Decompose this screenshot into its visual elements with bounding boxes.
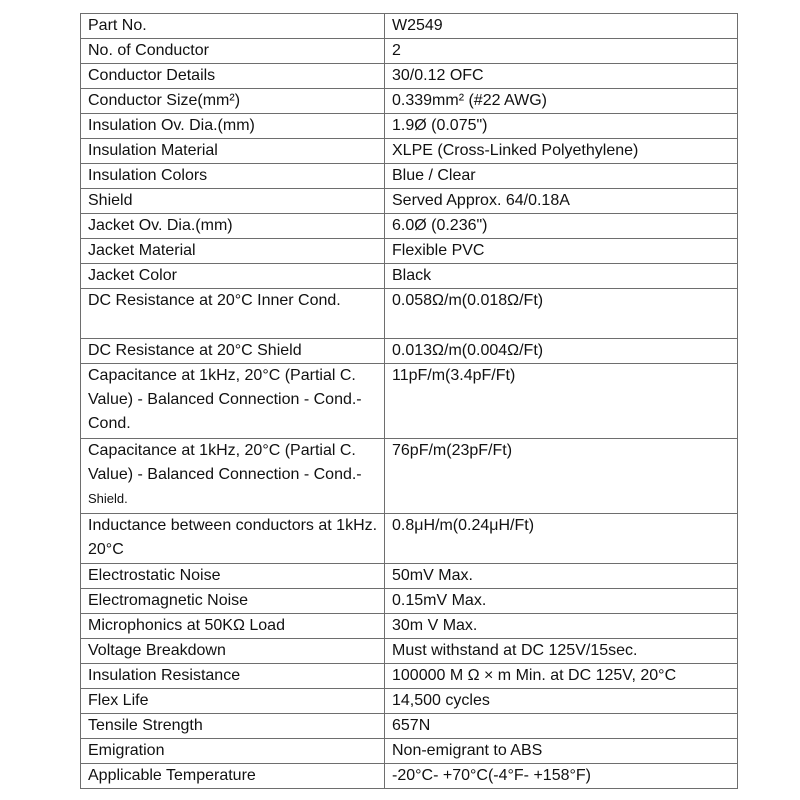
spec-value: 14,500 cycles [385, 689, 738, 714]
spec-row-electrostatic-noise [81, 564, 738, 589]
spec-value: 1.9Ø (0.075") [385, 114, 738, 139]
spec-row-insulation-resistance [81, 664, 738, 689]
spec-label: Capacitance at 1kHz, 20°C (Partial C. Value) - Balanced Connection - Cond.- [88, 442, 362, 483]
spec-row-conductor-details [81, 64, 738, 89]
spec-value: 50mV Max. [385, 564, 738, 589]
spec-value: 2 [385, 39, 738, 64]
spec-value: Served Approx. 64/0.18A [385, 189, 738, 214]
spec-value: -20°C- +70°C(-4°F- +158°F) [385, 764, 738, 789]
spec-row-capacitance-cond-shield [81, 439, 738, 514]
spec-label: Tensile Strength [81, 714, 385, 739]
spec-label: Emigration [81, 739, 385, 764]
spec-row-dc-resistance-inner [81, 289, 738, 339]
spec-row-microphonics [81, 614, 738, 639]
spec-row-inductance [81, 514, 738, 564]
spec-label: Voltage Breakdown [81, 639, 385, 664]
spec-label: Inductance between conductors at 1kHz. 20°C [81, 514, 385, 564]
spec-row-insulation-material [81, 139, 738, 164]
spec-row-part-no [81, 14, 738, 39]
spec-label: Conductor Details [81, 64, 385, 89]
spec-label: Conductor Size(mm²) [81, 89, 385, 114]
spec-label: Part No. [81, 14, 385, 39]
cable-spec-table [80, 13, 738, 789]
spec-label-cell [81, 439, 385, 514]
spec-label: Flex Life [81, 689, 385, 714]
spec-label: Jacket Ov. Dia.(mm) [81, 214, 385, 239]
spec-row-jacket-color [81, 264, 738, 289]
spec-value: W2549 [385, 14, 738, 39]
spec-value: 0.058Ω/m(0.018Ω/Ft) [385, 289, 738, 339]
spec-value: Non-emigrant to ABS [385, 739, 738, 764]
spec-label: Capacitance at 1kHz, 20°C (Partial C. Value) - Balanced Connection - Cond.-Cond. [81, 364, 385, 439]
spec-label: DC Resistance at 20°C Inner Cond. [81, 289, 385, 339]
spec-row-insulation-ov-dia [81, 114, 738, 139]
spec-value: 0.8μH/m(0.24μH/Ft) [385, 514, 738, 564]
spec-row-capacitance-cond-cond [81, 364, 738, 439]
spec-value: 30/0.12 OFC [385, 64, 738, 89]
spec-value: XLPE (Cross-Linked Polyethylene) [385, 139, 738, 164]
spec-value: Black [385, 264, 738, 289]
spec-row-flex-life [81, 689, 738, 714]
spec-row-applicable-temperature [81, 764, 738, 789]
spec-value: 0.013Ω/m(0.004Ω/Ft) [385, 339, 738, 364]
spec-label: Insulation Ov. Dia.(mm) [81, 114, 385, 139]
spec-row-shield [81, 189, 738, 214]
spec-row-voltage-breakdown [81, 639, 738, 664]
spec-row-emigration [81, 739, 738, 764]
spec-row-no-of-conductor [81, 39, 738, 64]
spec-label: Electrostatic Noise [81, 564, 385, 589]
spec-label: Jacket Color [81, 264, 385, 289]
spec-row-dc-resistance-shield [81, 339, 738, 364]
spec-value: 0.339mm² (#22 AWG) [385, 89, 738, 114]
spec-value: 657N [385, 714, 738, 739]
spec-value: 6.0Ø (0.236") [385, 214, 738, 239]
spec-value: 11pF/m(3.4pF/Ft) [385, 364, 738, 439]
spec-label: Microphonics at 50KΩ Load [81, 614, 385, 639]
spec-value: 0.15mV Max. [385, 589, 738, 614]
spec-row-jacket-ov-dia [81, 214, 738, 239]
spec-label: Insulation Colors [81, 164, 385, 189]
spec-value: Must withstand at DC 125V/15sec. [385, 639, 738, 664]
spec-label: Electromagnetic Noise [81, 589, 385, 614]
spec-row-tensile-strength [81, 714, 738, 739]
spec-label: Insulation Material [81, 139, 385, 164]
spec-label-suffix: Shield. [88, 491, 128, 506]
spec-label: Applicable Temperature [81, 764, 385, 789]
spec-label: No. of Conductor [81, 39, 385, 64]
spec-value: 30m V Max. [385, 614, 738, 639]
spec-label: Insulation Resistance [81, 664, 385, 689]
spec-row-jacket-material [81, 239, 738, 264]
spec-value: 100000 M Ω × m Min. at DC 125V, 20°C [385, 664, 738, 689]
spec-label: Jacket Material [81, 239, 385, 264]
spec-row-electromagnetic-noise [81, 589, 738, 614]
spec-row-insulation-colors [81, 164, 738, 189]
spec-row-conductor-size [81, 89, 738, 114]
spec-value: 76pF/m(23pF/Ft) [385, 439, 738, 514]
spec-label: DC Resistance at 20°C Shield [81, 339, 385, 364]
spec-value: Blue / Clear [385, 164, 738, 189]
spec-label: Shield [81, 189, 385, 214]
spec-value: Flexible PVC [385, 239, 738, 264]
